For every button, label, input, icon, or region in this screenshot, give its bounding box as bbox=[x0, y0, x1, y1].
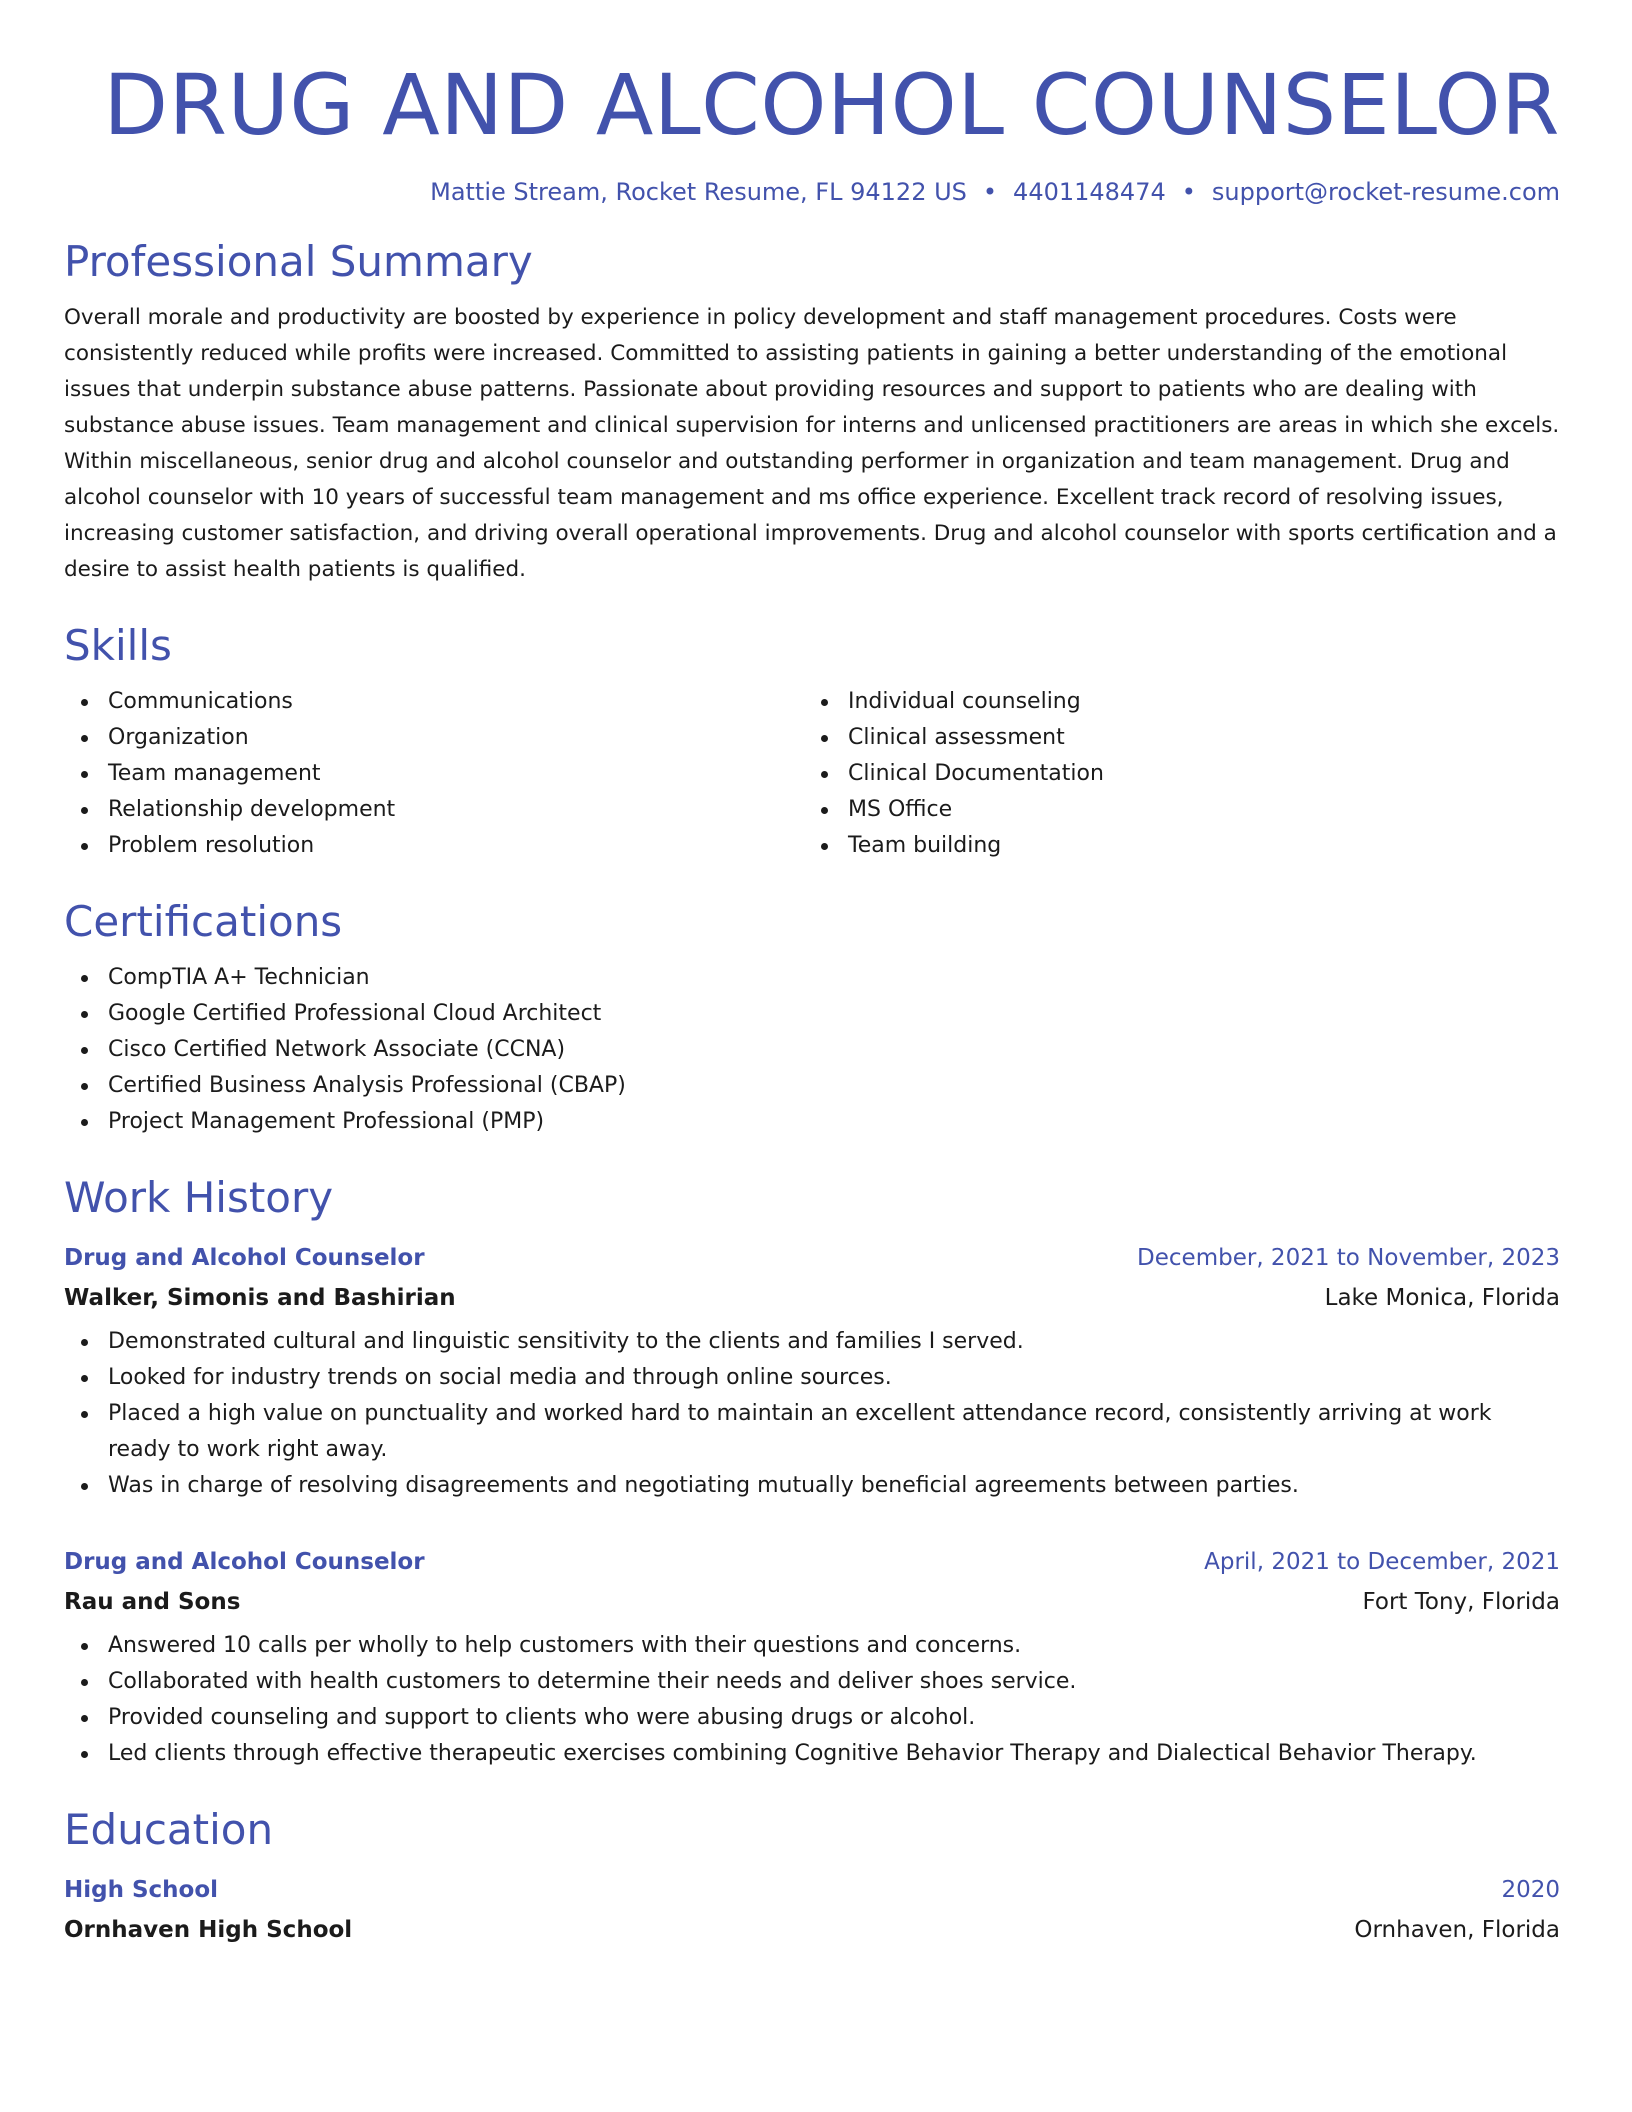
certification-item: CompTIA A+ Technician bbox=[108, 960, 1560, 996]
skill-item: Team management bbox=[108, 756, 804, 792]
work-history-list bbox=[64, 1240, 1560, 1772]
summary-text: Overall morale and productivity are boosted by experience in policy development and staff management procedures. Costs were consistently reduced while profits were increased. Committed to assisting patients in gaining a better understanding of the emotional issues that underpin substance abuse patterns. Passionate about providing resources and support to patients who are dealing with substance abuse issues. Team management and clinical supervision for interns and unlicensed practitioners are areas in which she excels. Within miscellaneous, senior drug and alcohol counselor and outstanding performer in organization and team management. Drug and alcohol counselor with 10 years of successful team management and ms office experience. Excellent track record of resolving issues, increasing customer satisfaction, and driving overall operational improvements. Drug and alcohol counselor with sports certification and a desire to assist health patients is qualified. bbox=[64, 305, 1560, 582]
summary-heading: Professional Summary bbox=[64, 237, 533, 286]
job-bullet: Led clients through effective therapeutic exercises combining Cognitive Behavior Therapy and Dialectical Behavior Therapy. bbox=[108, 1736, 1560, 1772]
job-entry bbox=[64, 1240, 1560, 1504]
certification-item: Project Management Professional (PMP) bbox=[108, 1104, 1560, 1140]
job-bullet: Placed a high value on punctuality and worked hard to maintain an excellent attendance record, consistently arriving at work ready to work right away. bbox=[108, 1396, 1560, 1468]
job-company: Walker, Simonis and Bashirian bbox=[64, 1285, 456, 1311]
skills-left-column bbox=[64, 684, 804, 864]
certification-item: Cisco Certified Network Associate (CCNA) bbox=[108, 1032, 1560, 1068]
skill-item: Team building bbox=[848, 828, 1544, 864]
job-bullet: Looked for industry trends on social media and through online sources. bbox=[108, 1360, 1560, 1396]
certification-item: Google Certified Professional Cloud Architect bbox=[108, 996, 1560, 1032]
work-history-heading: Work History bbox=[64, 1173, 334, 1222]
skill-item: Clinical Documentation bbox=[848, 756, 1544, 792]
contact-separator: • bbox=[982, 178, 998, 206]
education-year: 2020 bbox=[1501, 1877, 1560, 1903]
education-school: Ornhaven High School bbox=[64, 1917, 353, 1943]
job-company: Rau and Sons bbox=[64, 1589, 241, 1615]
skills-grid bbox=[64, 684, 1560, 864]
job-bullet: Answered 10 calls per wholly to help customers with their questions and concerns. bbox=[108, 1628, 1560, 1664]
certification-item: Certified Business Analysis Professional (CBAP) bbox=[108, 1068, 1560, 1104]
education-degree: High School bbox=[64, 1877, 219, 1903]
contact-line bbox=[64, 176, 1560, 208]
job-dates: April, 2021 to December, 2021 bbox=[1204, 1549, 1560, 1575]
job-title: Drug and Alcohol Counselor bbox=[64, 1245, 425, 1271]
skill-item: Relationship development bbox=[108, 792, 804, 828]
contact-separator: • bbox=[1181, 178, 1196, 206]
skill-item: Individual counseling bbox=[848, 684, 1544, 720]
skill-item: Problem resolution bbox=[108, 828, 804, 864]
education-heading: Education bbox=[64, 1805, 274, 1854]
job-location: Fort Tony, Florida bbox=[1362, 1589, 1560, 1615]
certifications-list bbox=[64, 960, 1560, 1140]
skill-item: Clinical assessment bbox=[848, 720, 1544, 756]
skill-item: Communications bbox=[108, 684, 804, 720]
education-location: Ornhaven, Florida bbox=[1354, 1917, 1560, 1943]
education-entry bbox=[64, 1872, 1560, 1952]
job-bullet: Provided counseling and support to clients who were abusing drugs or alcohol. bbox=[108, 1700, 1560, 1736]
contact-email[interactable]: support@rocket-resume.com bbox=[1211, 178, 1560, 206]
job-dates: December, 2021 to November, 2023 bbox=[1137, 1245, 1560, 1271]
skill-item: MS Office bbox=[848, 792, 1544, 828]
skills-right-column bbox=[804, 684, 1544, 864]
certifications-heading: Certifications bbox=[64, 897, 343, 946]
contact-address: Mattie Stream, Rocket Resume, FL 94122 US bbox=[430, 178, 967, 206]
contact-phone: 4401148474 bbox=[1013, 178, 1166, 206]
job-bullet: Demonstrated cultural and linguistic sensitivity to the clients and families I served. bbox=[108, 1324, 1560, 1360]
job-bullet: Was in charge of resolving disagreements and negotiating mutually beneficial agreements between parties. bbox=[108, 1468, 1560, 1504]
job-location: Lake Monica, Florida bbox=[1324, 1285, 1560, 1311]
job-bullet: Collaborated with health customers to determine their needs and deliver shoes service. bbox=[108, 1664, 1560, 1700]
job-entry bbox=[64, 1544, 1560, 1772]
resume-title: DRUG AND ALCOHOL COUNSELOR bbox=[103, 56, 1560, 154]
resume-page bbox=[64, 50, 1560, 1952]
skill-item: Organization bbox=[108, 720, 804, 756]
skills-heading: Skills bbox=[64, 621, 172, 670]
job-title: Drug and Alcohol Counselor bbox=[64, 1549, 425, 1575]
